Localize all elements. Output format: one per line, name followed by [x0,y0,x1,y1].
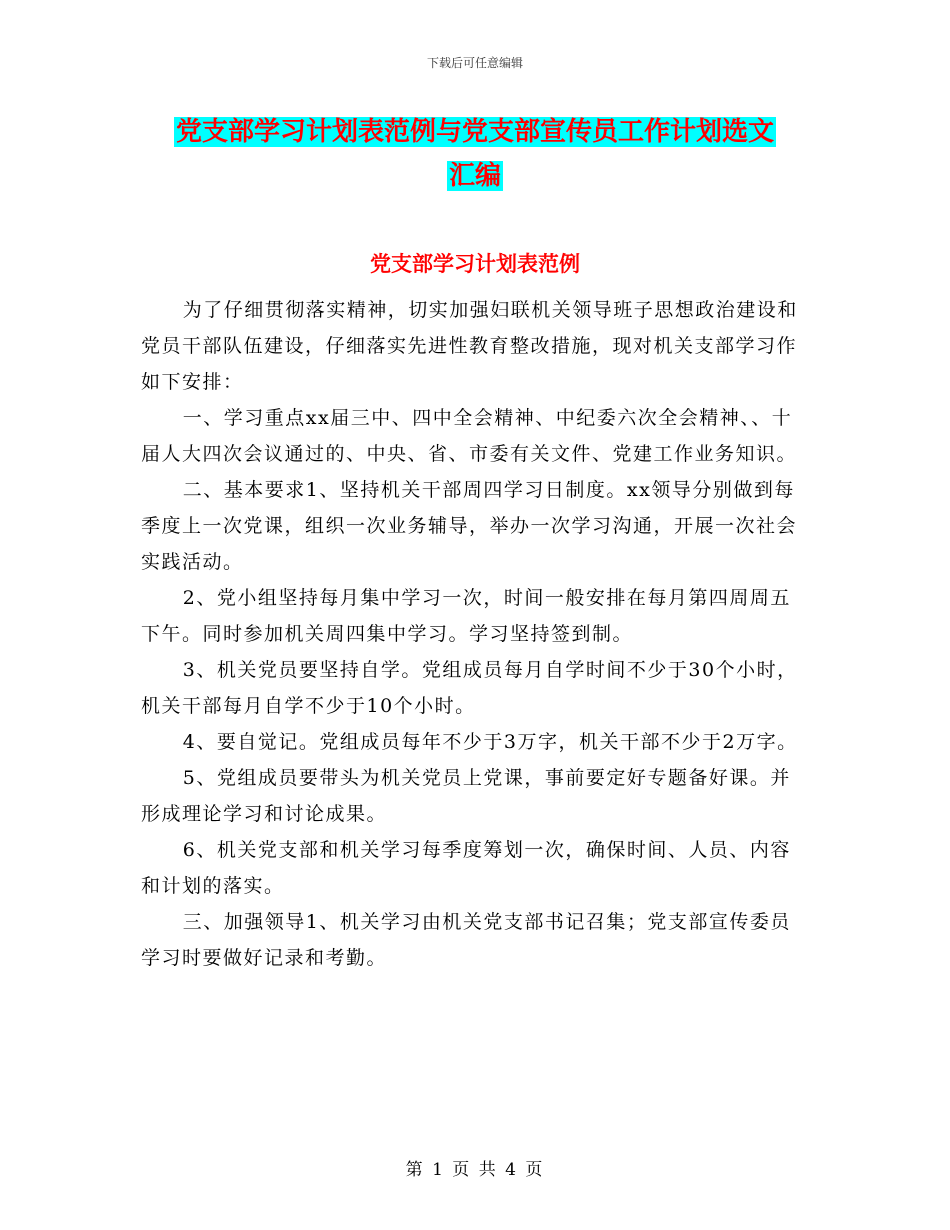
paragraph: 4、要自觉记。党组成员每年不少于3万字，机关干部不少于2万字。 [182,731,798,753]
section-title: 党支部学习计划表范例 [370,252,580,276]
document-title [140,110,810,198]
paragraph: 6、机关党支部和机关学习每季度筹划一次，确保时间、人员、内容和计划的落实。 [141,839,791,897]
paragraph: 三、加强领导1、机关学习由机关党支部书记召集；党支部宣传委员学习时要做好记录和考勤。 [141,911,791,969]
paragraph: 一、学习重点xx届三中、四中全会精神、中纪委六次全会精神、、十届人大四次会议通过的、中央、省、市委有关文件、党建工作业务知识。 [141,407,798,465]
document-body [141,292,809,976]
paragraph: 为了仔细贯彻落实精神，切实加强妇联机关领导班子思想政治建设和党员干部队伍建设，仔细落实先进性教育整改措施，现对机关支部学习作如下安排： [141,299,798,393]
document-title-line-2: 汇编 [448,161,501,191]
paragraph: 2、党小组坚持每月集中学习一次，时间一般安排在每月第四周周五下午。同时参加机关周四集中学习。学习坚持签到制。 [141,587,791,645]
paragraph: 二、基本要求1、坚持机关干部周四学习日制度。xx领导分别做到每季度上一次党课，组织一次业务辅导，举办一次学习沟通，开展一次社会实践活动。 [141,479,798,573]
paragraph: 3、机关党员要坚持自学。党组成员每月自学时间不少于30个小时，机关干部每月自学不少于10个小时。 [141,659,798,717]
paragraph: 5、党组成员要带头为机关党员上党课，事前要定好专题备好课。并形成理论学习和讨论成果。 [141,767,791,825]
document-title-line-1: 党支部学习计划表范例与党支部宣传员工作计划选文 [175,117,774,147]
page-header-note: 下载后可任意编辑 [426,56,523,70]
page-footer: 第 1 页 共 4 页 [405,1160,545,1180]
